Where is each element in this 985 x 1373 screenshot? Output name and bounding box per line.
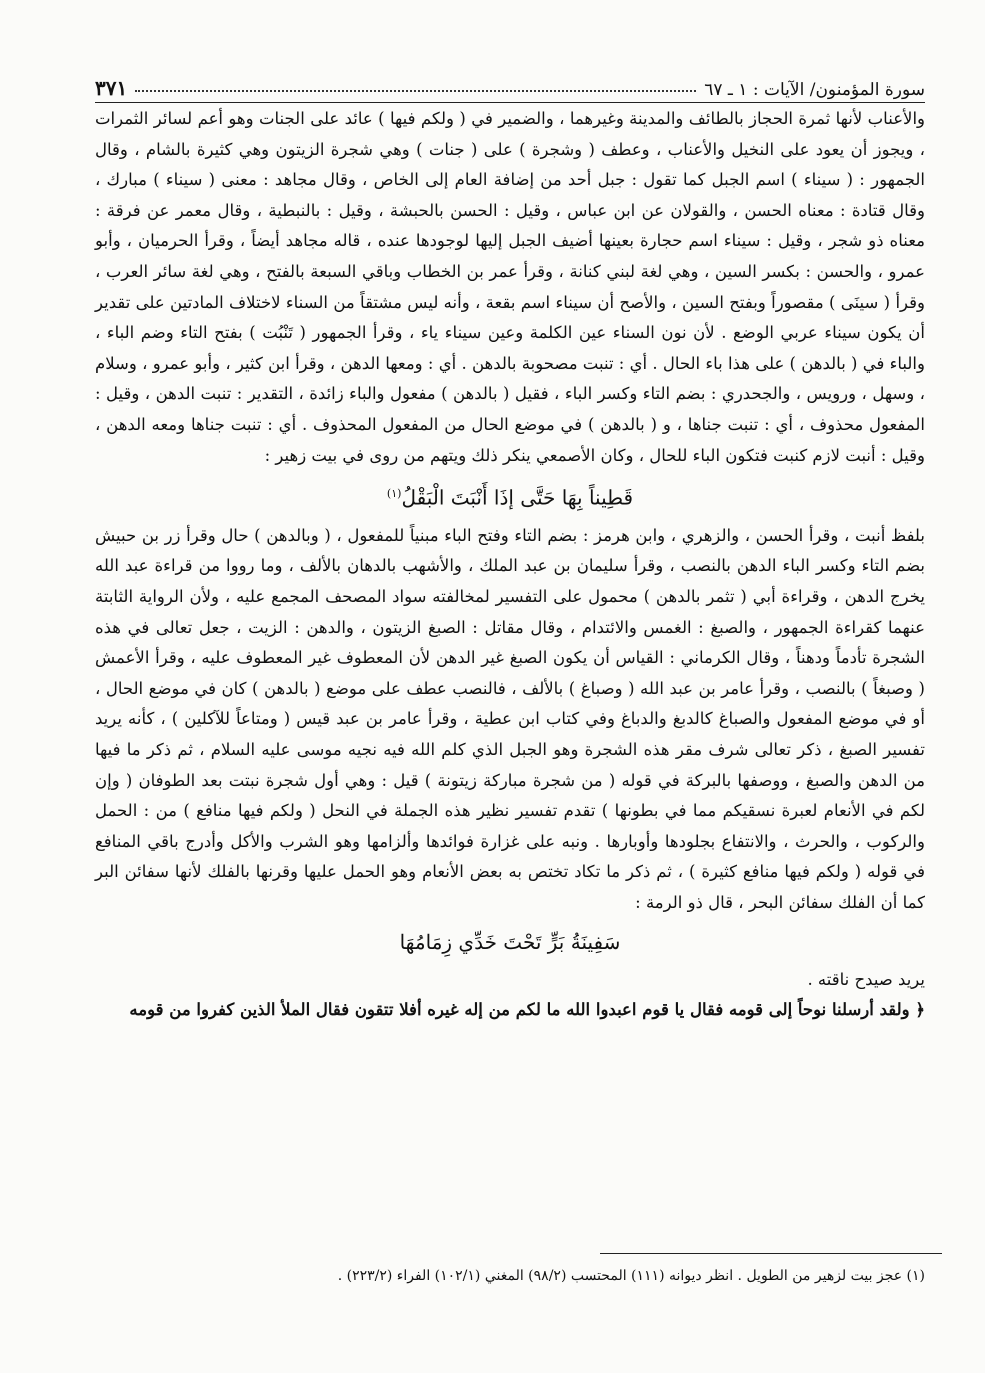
paragraph-2: بلفظ أنبت ، وقرأ الحسن ، والزهري ، وابن هرمز : بضم التاء وفتح الباء مبنياً للمفعول ، ( وبالدهن ) حال وقرأ زر بن حبيش بضم التاء وكسر الباء الدهن بالنصب ، وقرأ سليمان بن عبد الملك ، والأشهب بالدهان بالألف ، وما رووا من قراءة عبد الله يخرج الدهن ، وقراءة أبي ( تثمر بالدهن ) محمول على التفسير لمخالفته سواد المصحف المجمع عليه ، ولأن الرواية الثابتة عنهما كقراءة الجمهور ، والصبغ : الغمس والائتدام ، وقال مقاتل : الصبغ الزيتون ، والدهن : الزيت ، جعل تعالى في هذه الشجرة تأدماً ودهناً ، وقال الكرماني : القياس أن يكون الصبغ غير الدهن لأن المعطوف غير المعطوف عليه ، وقرأ الأعمش ( وصبغاً ) بالنصب ، وقرأ عامر بن عبد الله ( وصباغ ) بالألف ، فالنصب عطف على موضع ( بالدهن ) كان في موضع الحال ، أو في موضع المفعول والصباغ كالدبغ والدباغ وفي كتاب ابن عطية ، وقرأ عامر بن عبد قيس ( ومتاعاً للآكلين ) ، كأنه يريد تفسير الصبغ ، ذكر تعالى شرف مقر هذه الشجرة وهو الجبل الذي كلم الله فيه نجيه موسى عليه السلام ، ثم ذكر ما فيها من الدهن والصبغ ، ووصفها بالبركة في قوله ( من شجرة مباركة زيتونة ) قيل : وهي أول شجرة نبتت بعد الطوفان ( وإن لكم في الأنعام لعبرة نسقيكم مما في بطونها ) تقدم تفسير نظير هذه الجملة في النحل ( ولكم فيها منافع ) من : الحمل والركوب ، والحرث ، والانتفاع بجلودها وأوبارها . ونبه على غزارة فوائدها وألزامها وهو الشرب والأكل وأدرج باقي المنافع في قوله ( ولكم فيها منافع كثيرة ) ، ثم ذكر ما تكاد تختص به بعض الأنعام وهو الحمل عليها وقرنها بالفلك لأنها سفائن البر كما أن الفلك سفائن البحر ، قال ذو الرمة : bbox=[95, 525, 925, 912]
page-number: ٣٧١ bbox=[95, 76, 128, 100]
quran-verse: ﴿ ولقد أرسلنا نوحاً إلى قومه فقال يا قوم اعبدوا الله ما لكم من إله غيره أفلا تتقون فقال الملأ الذين كفروا من قومه bbox=[129, 1000, 925, 1020]
footnote-divider bbox=[600, 1253, 942, 1254]
main-text bbox=[95, 104, 925, 1026]
verse-1-text: قَطِيناً بِهَا حَتَّى إذَا أَنْبَتَ الْبَقْلُ bbox=[401, 485, 634, 510]
paragraph-1: والأعناب لأنها ثمرة الحجاز بالطائف والمدينة وغيرهما ، والضمير في ( ولكم فيها ) عائد على الجنات وهو أعم لسائر الثمرات ، ويجوز أن يعود على النخيل والأعناب ، وعطف ( وشجرة ) على ( جنات ) وهي شجرة الزيتون وهي كثيرة بالشام ، وقال الجمهور : ( سيناء ) اسم الجبل كما تقول : جبل أحد من إضافة العام إلى الخاص ، وقال مجاهد : معنى ( سيناء ) مبارك ، وقال قتادة : معناه الحسن ، والقولان عن ابن عباس ، وقيل : الحسن بالحبشة ، وقيل : بالنبطية ، وقال معمر عن فرقة : معناه ذو شجر ، وقيل : سيناء اسم حجارة بعينها أضيف الجبل إليها لوجودها عنده ، قاله مجاهد أيضاً ، وقرأ الحرميان ، وأبو عمرو ، والحسن : بكسر السين ، وهي لغة لبني كنانة ، وقرأ عمر بن الخطاب وباقي السبعة بالفتح ، وهي لغة سائر العرب ، وقرأ ( سينَى ) مقصوراً وبفتح السين ، والأصح أن سيناء اسم بقعة ، وأنه ليس مشتقاً من السناء لاختلاف المادتين على تقدير أن يكون سيناء عربي الوضع . لأن نون السناء عين الكلمة وعين سيناء ياء ، وقرأ الجمهور ( تَنْبُت ) بفتح التاء وضم الباء ، والباء في ( بالدهن ) على هذا باء الحال . أي : تنبت مصحوبة بالدهن . أي : ومعها الدهن ، وقرأ ابن كثير ، وأبو عمرو ، وسلام ، وسهل ، ورويس ، والجحدري : بضم التاء وكسر الباء ، فقيل ( بالدهن ) مفعول والباء زائدة ، التقدير : تنبت الدهن ، وقيل : المفعول محذوف ، أي : تنبت جناها ، و ( بالدهن ) في موضع الحال من المفعول المحذوف . أي : تنبت جناها ومعه الدهن ، وقيل : أنبت لازم كنبت فتكون الباء للحال ، وكان الأصمعي ينكر ذلك ويتهم من روى في بيت زهير : bbox=[95, 109, 925, 465]
footnote: (١) عجز بيت لزهير من الطويل . انظر ديوانه (١١١) المحتسب (٩٨/٢) المغني (١٠٢/١) الفراء (٢٢٣/٢) . bbox=[337, 1268, 925, 1284]
poetry-verse-1 bbox=[95, 474, 925, 518]
running-title: سورة المؤمنون/ الآيات : ١ ـ ٦٧ bbox=[704, 80, 925, 100]
poetry-verse-2: سَفِينَةُ بَرٍّ تَحْتَ خَدِّي زِمَامُهَا bbox=[399, 929, 621, 954]
paragraph-3: يريد صيدح ناقته . bbox=[807, 969, 925, 989]
dotted-leader bbox=[135, 90, 696, 92]
page-header bbox=[95, 60, 925, 103]
footnote-marker: (١) bbox=[386, 487, 402, 501]
